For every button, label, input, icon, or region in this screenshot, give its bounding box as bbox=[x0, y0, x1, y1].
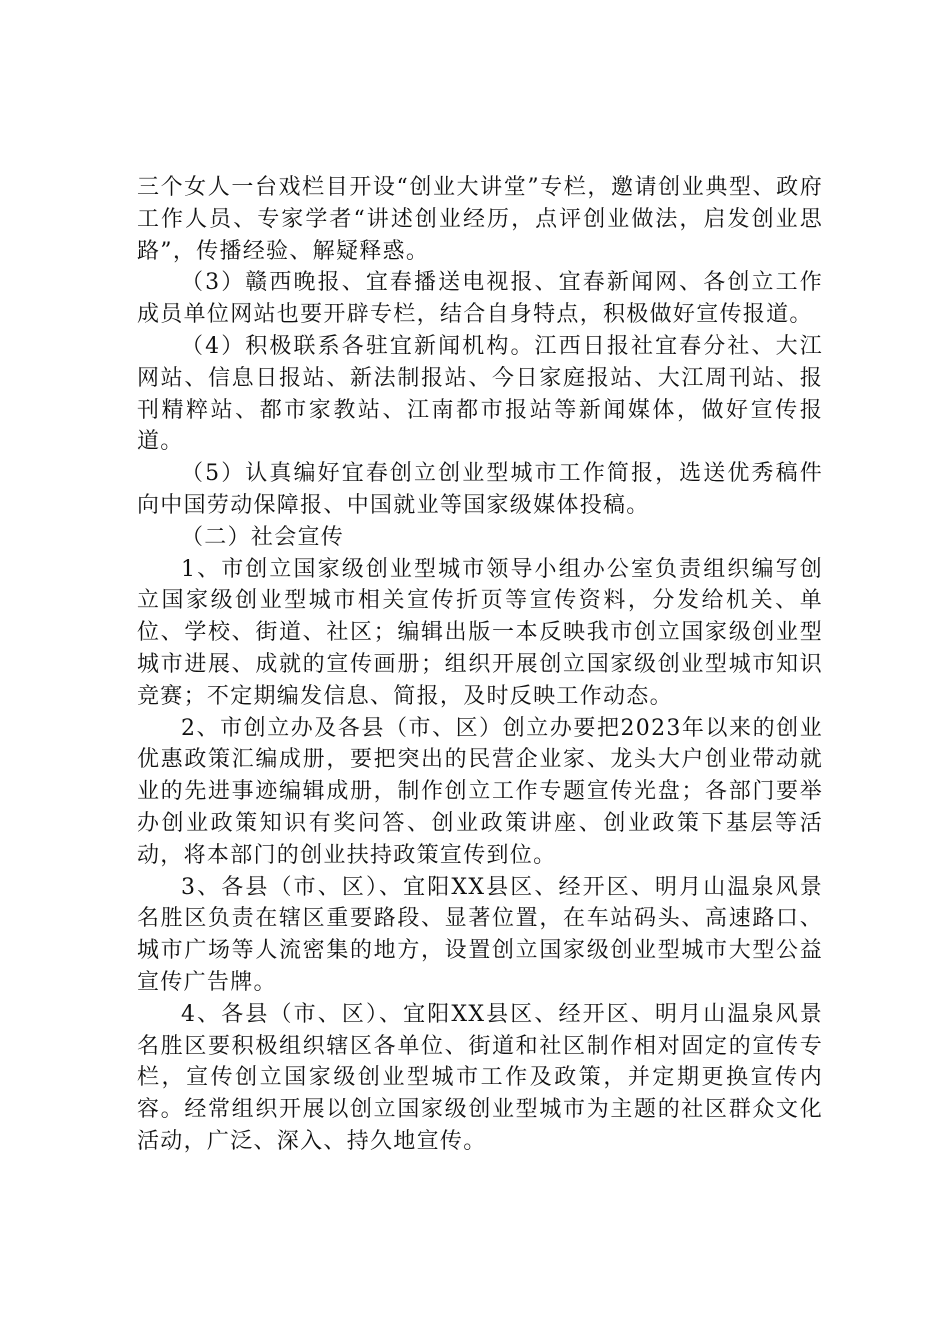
paragraph-point-1: 1、市创立国家级创业型城市领导小组办公室负责组织编写创立国家级创业型城市相关宣传折页等宣传资料，分发给机关、单位、学校、街道、社区；编辑出版一本反映我市创立国家级创业型城市进展、成就的宣传画册；组织开展创立国家级创业型城市知识竞赛；不定期编发信息、简报，及时反映工作动态。 bbox=[137, 556, 823, 709]
paragraph-item-4: （4）积极联系各驻宜新闻机构。江西日报社宜春分社、大江网站、信息日报站、新法制报站、今日家庭报站、大江周刊站、报刊精粹站、都市家教站、江南都市报站等新闻媒体，做好宣传报道。 bbox=[137, 333, 823, 455]
paragraph-continued: 三个女人一台戏栏目开设“创业大讲堂”专栏，邀请创业典型、政府工作人员、专家学者“讲述创业经历，点评创业做法，启发创业思路”，传播经验、解疑释惑。 bbox=[137, 175, 823, 264]
paragraph-point-4: 4、各县（市、区）、宜阳XX县区、经开区、明月山温泉风景名胜区要积极组织辖区各单位、街道和社区制作相对固定的宣传专栏，宣传创立国家级创业型城市工作及政策，并定期更换宣传内容。经常组织开展以创立国家级创业型城市为主题的社区群众文化活动，广泛、深入、持久地宣传。 bbox=[137, 1001, 823, 1154]
paragraph-point-2: 2、市创立办及各县（市、区）创立办要把2023年以来的创业优惠政策汇编成册，要把突出的民营企业家、龙头大户创业带动就业的先进事迹编辑成册，制作创立工作专题宣传光盘；各部门要举办创业政策知识有奖问答、创业政策讲座、创业政策下基层等活动，将本部门的创业扶持政策宣传到位。 bbox=[137, 715, 823, 868]
document-body bbox=[137, 172, 823, 1158]
paragraph-item-3: （3）赣西晚报、宜春播送电视报、宜春新闻网、各创立工作成员单位网站也要开辟专栏，结合自身特点，积极做好宣传报道。 bbox=[137, 270, 823, 328]
paragraph-point-3: 3、各县（市、区）、宜阳XX县区、经开区、明月山温泉风景名胜区负责在辖区重要路段、显著位置，在车站码头、高速路口、城市广场等人流密集的地方，设置创立国家级创业型城市大型公益宣传广告牌。 bbox=[137, 874, 823, 995]
section-heading-social-publicity: （二）社会宣传 bbox=[181, 524, 345, 550]
paragraph-item-5: （5）认真编好宜春创立创业型城市工作简报，选送优秀稿件向中国劳动保障报、中国就业等国家级媒体投稿。 bbox=[137, 461, 823, 518]
